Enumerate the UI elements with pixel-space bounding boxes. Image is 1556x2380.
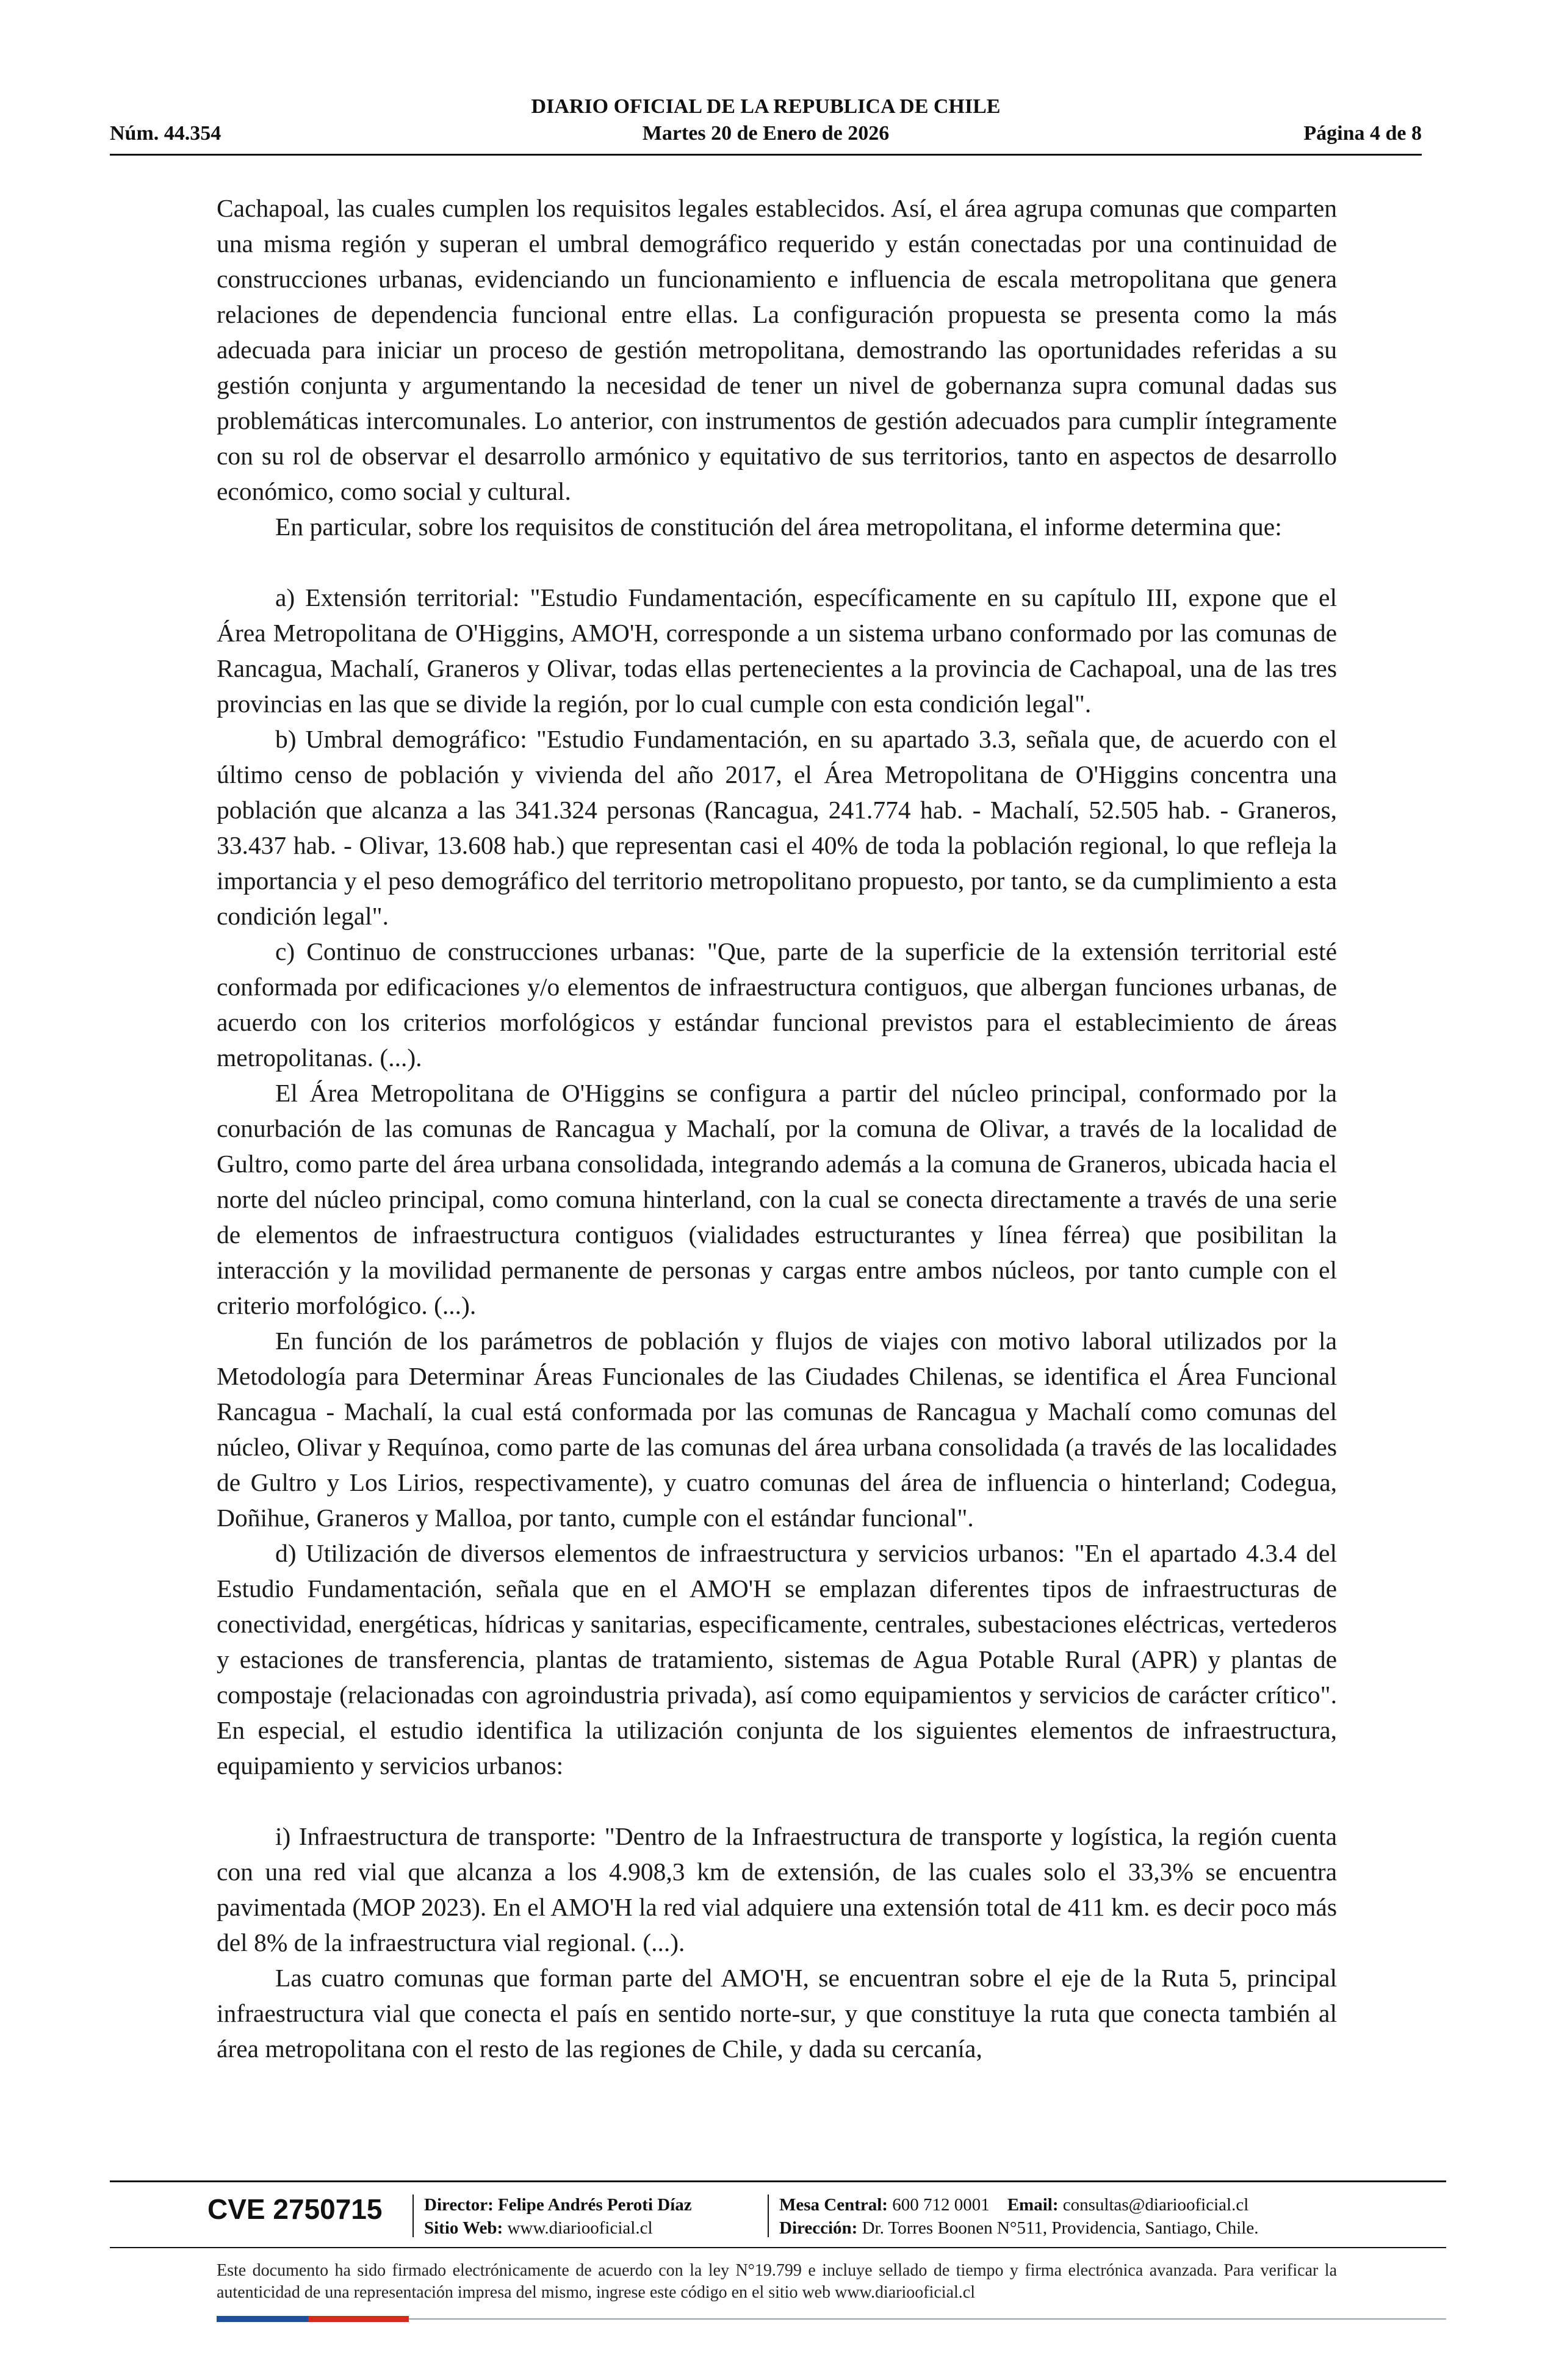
director-name: Felipe Andrés Peroti Díaz [498, 2195, 692, 2215]
page-indicator: Página 4 de 8 [1303, 122, 1422, 145]
issue-date: Martes 20 de Enero de 2026 [642, 122, 890, 145]
footer-divider-2 [110, 2247, 1446, 2248]
paragraph: i) Infraestructura de transporte: "Dentro de la Infraestructura de transporte y logística, la región cuenta con una red vial que alcanza a los 4.908,3 km de extensión, de las cuales solo el 33,3% se encuentra pavimentada (MOP 2023). En el AMO'H la red vial adquiere una extensión total de 411 km. es decir poco más del 8% de la infraestructura vial regional. (...). [217, 1822, 1337, 1956]
mesa-label: Mesa Central: [779, 2195, 888, 2215]
paragraph: En particular, sobre los requisitos de constitución del área metropolitana, el informe determina que: [275, 513, 1282, 541]
paragraph: c) Continuo de construcciones urbanas: "Que, parte de la superficie de la extensión territorial esté conformada por edificaciones y/o elementos de infraestructura contiguos, que albergan funciones urbanas, de acuerdo con los criterios morfológicos y estándar funcional previstos para el establecimiento de áreas metropolitanas. (...). [217, 937, 1337, 1072]
flag-stripe [217, 2316, 409, 2322]
document-body [217, 190, 1337, 2066]
issue-number: Núm. 44.354 [110, 122, 222, 145]
mesa-phone: 600 712 0001 [892, 2195, 990, 2215]
paragraph: a) Extensión territorial: "Estudio Fundamentación, específicamente en su capítulo III, expone que el Área Metropolitana de O'Higgins, AMO'H, corresponde a un sistema urbano conformado por las comunas de Rancagua, Machalí, Graneros y Olivar, todas ellas pertenecientes a la provincia de Cachapoal, una de las tres provincias en las que se divide la región, por lo cual cumple con esta condición legal". [217, 583, 1337, 718]
email-link[interactable]: consultas@diariooficial.cl [1062, 2195, 1249, 2215]
email-label: Email: [1007, 2195, 1059, 2215]
paragraph: d) Utilización de diversos elementos de infraestructura y servicios urbanos: "En el apartado 4.3.4 del Estudio Fundamentación, señala que en el AMO'H se emplazan diferentes tipos de infraestructuras de conectividad, energéticas, hídricas y sanitarias, especificamente, centrales, subestaciones eléctricas, vertederos y estaciones de transferencia, plantas de tratamiento, sistemas de Agua Potable Rural (APR) y plantas de compostaje (relacionadas con agroindustria privada), así como equipamientos y servicios de carácter crítico". En especial, el estudio identifica la utilización conjunta de los siguientes elementos de infraestructura, equipamiento y servicios urbanos: [217, 1539, 1337, 1780]
paragraph-gap [217, 544, 1337, 580]
web-link[interactable]: www.diariooficial.cl [507, 2218, 653, 2238]
footer-separator [768, 2194, 769, 2237]
paragraph: b) Umbral demográfico: "Estudio Fundamentación, en su apartado 3.3, señala que, de acuerdo con el último censo de población y vivienda del año 2017, el Área Metropolitana de O'Higgins concentra una población que alcanza a las 341.324 personas (Rancagua, 241.774 hab. - Machalí, 52.505 hab. - Graneros, 33.437 hab. - Olivar, 13.608 hab.) que representan casi el 40% de toda la población regional, lo que refleja la importancia y el peso demográfico del territorio metropolitano propuesto, por tanto, se da cumplimiento a esta condición legal". [217, 725, 1337, 930]
flag-stripe-blue [217, 2316, 308, 2322]
footer-director-block [424, 2193, 692, 2240]
address-value: Dr. Torres Boonen N°511, Providencia, Santiago, Chile. [862, 2218, 1259, 2238]
footer-separator [412, 2194, 414, 2237]
web-label: Sitio Web: [424, 2218, 503, 2238]
flag-stripe-red [308, 2316, 409, 2322]
paragraph: En función de los parámetros de población y flujos de viajes con motivo laboral utilizados por la Metodología para Determinar Áreas Funcionales de las Ciudades Chilenas, se identifica el Área Funcional Rancagua - Machalí, la cual está conformada por las comunas de Rancagua y Machalí como comunas del núcleo, Olivar y Requínoa, como parte de las comunas del área urbana consolidada (a través de las localidades de Gultro y Los Lirios, respectivamente), y cuatro comunas del área de influencia o hinterland; Codegua, Doñihue, Graneros y Malloa, por tanto, cumple con el estándar funcional". [217, 1327, 1337, 1532]
address-label: Dirección: [779, 2218, 858, 2238]
footer-bottom-line [409, 2318, 1446, 2320]
footer-contact-block [779, 2193, 1258, 2240]
header-divider [110, 154, 1422, 156]
cve-code: CVE 2750715 [207, 2193, 383, 2225]
paragraph-gap [217, 1783, 1337, 1819]
paragraph: Las cuatro comunas que forman parte del AMO'H, se encuentran sobre el eje de la Ruta 5, principal infraestructura vial que conecta el país en sentido norte-sur, y que constituye la ruta que conecta también al área metropolitana con el resto de las regiones de Chile, y dada su cercanía, [217, 1964, 1337, 2063]
legal-notice: Este documento ha sido firmado electrónicamente de acuerdo con la ley N°19.799 e incluye sellado de tiempo y firma electrónica avanzada. Para verificar la autenticidad de una representación impresa del mismo, ingrese este código en el sitio web www.diariooficial.cl [217, 2261, 1337, 2302]
paragraph: Cachapoal, las cuales cumplen los requisitos legales establecidos. Así, el área agrupa comunas que comparten una misma región y superan el umbral demográfico requerido y están conectadas por una continuidad de construcciones urbanas, evidenciando un funcionamiento e influencia de escala metropolitana que genera relaciones de dependencia funcional entre ellas. La configuración propuesta se presenta como la más adecuada para iniciar un proceso de gestión metropolitana, demostrando las oportunidades referidas a su gestión conjunta y argumentando la necesidad de tener un nivel de gobernanza supra comunal dadas sus problemáticas intercomunales. Lo anterior, con instrumentos de gestión adecuados para cumplir íntegramente con su rol de observar el desarrollo armónico y equitativo de sus territorios, tanto en aspectos de desarrollo económico, como social y cultural. [217, 194, 1337, 505]
page-header [110, 92, 1422, 159]
director-label: Director: [424, 2195, 494, 2215]
publication-title: DIARIO OFICIAL DE LA REPUBLICA DE CHILE [531, 95, 1001, 118]
paragraph: El Área Metropolitana de O'Higgins se configura a partir del núcleo principal, conformado por la conurbación de las comunas de Rancagua y Machalí, por la comuna de Olivar, a través de la localidad de Gultro, como parte del área urbana consolidada, integrando además a la comuna de Graneros, ubicada hacia el norte del núcleo principal, como comuna hinterland, con la cual se conecta directamente a través de una serie de elementos de infraestructura contiguos (vialidades estructurantes y línea férrea) que posibilitan la interacción y la movilidad permanente de personas y cargas entre ambos núcleos, por tanto cumple con el criterio morfológico. (...). [217, 1079, 1337, 1319]
footer-divider [110, 2180, 1446, 2182]
